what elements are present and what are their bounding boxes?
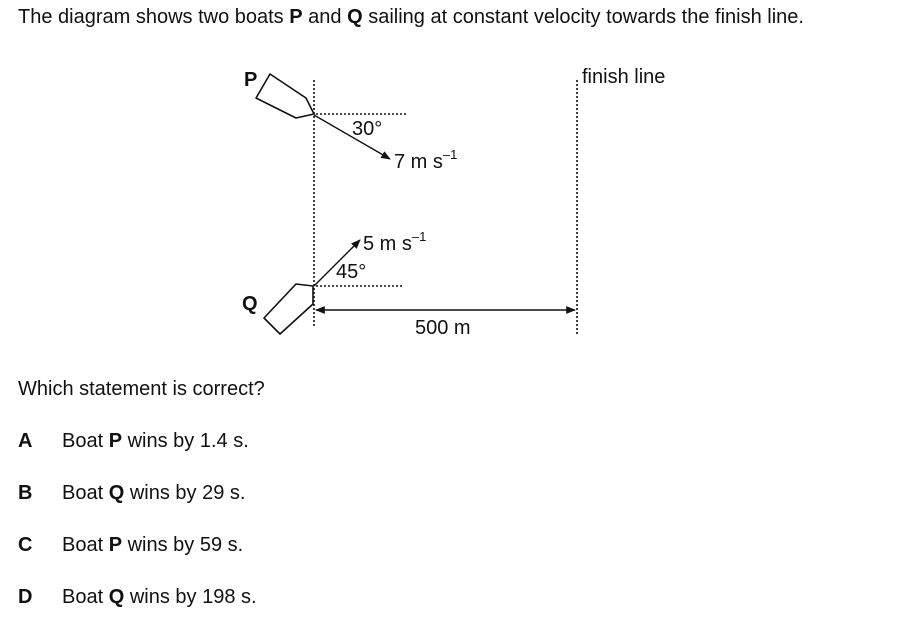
option-a-boat: P xyxy=(108,430,123,452)
option-c-letter: C xyxy=(18,534,33,556)
option-c-text-pre: Boat xyxy=(62,534,109,556)
option-d[interactable] xyxy=(18,586,257,609)
option-d-text-pre: Boat xyxy=(62,586,109,608)
boat-p-speed-label: 7 m $s^{-1}$ xyxy=(394,147,458,173)
option-b[interactable] xyxy=(18,482,245,505)
option-a[interactable] xyxy=(18,430,249,453)
boat-q-angle-label: 45° xyxy=(336,261,367,283)
option-b-text-post: wins by 29 s. xyxy=(124,482,246,504)
intro-boat-q: Q xyxy=(347,6,363,28)
boat-q-speed-exponent: –1 xyxy=(411,229,427,244)
boat-q-hull xyxy=(264,284,313,334)
option-d-boat: Q xyxy=(108,586,125,608)
option-b-boat: Q xyxy=(108,482,125,504)
option-c-boat: P xyxy=(108,534,123,556)
option-a-text-post: wins by 1.4 s. xyxy=(122,430,249,452)
option-c[interactable] xyxy=(18,534,243,557)
option-c-text-post: wins by 59 s. xyxy=(122,534,244,556)
question-text: Which statement is correct? xyxy=(18,378,265,400)
option-a-letter: A xyxy=(18,430,33,452)
boat-p-hull xyxy=(256,74,314,118)
intro-and: and xyxy=(302,6,348,28)
option-a-text-pre: Boat xyxy=(62,430,109,452)
boat-q-label: Q xyxy=(242,293,258,315)
option-b-text-pre: Boat xyxy=(62,482,109,504)
intro-before: The diagram shows two boats xyxy=(18,6,290,28)
intro-boat-p: P xyxy=(289,6,303,28)
option-b-letter: B xyxy=(18,482,33,504)
finish-line-label: finish line xyxy=(582,66,666,88)
boat-p-label: P xyxy=(244,69,258,91)
option-d-text-post: wins by 198 s. xyxy=(124,586,257,608)
intro-after: sailing at constant velocity towards the finish line. xyxy=(362,6,804,28)
boat-p-speed-exponent: –1 xyxy=(442,147,458,162)
distance-label: 500 m xyxy=(415,317,471,339)
boat-q-speed-label: 5 m $s^{-1}$ xyxy=(363,229,427,255)
boat-p-angle-label: 30° xyxy=(352,118,383,140)
option-d-letter: D xyxy=(18,586,33,608)
